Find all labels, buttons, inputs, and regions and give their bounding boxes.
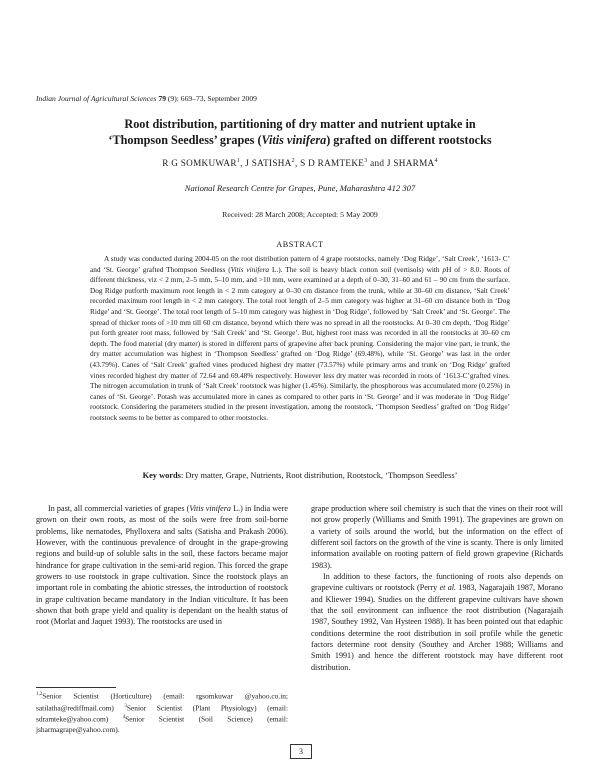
affiliation: National Research Centre for Grapes, Pune, Maharashtra 412 307 [184,183,416,193]
journal-citation [36,94,257,103]
title-species: Vitis vinifera [261,133,327,147]
author-2: J SATISHA [245,158,292,169]
author-1-mark: 1 [236,158,241,164]
author-footnote [36,690,288,735]
author-joiner: and [370,158,385,169]
footnote-text-3: Senior Scientist (Plant Physiology) (email: sdramteke@yahoo.com) [36,703,288,724]
footnote-mark-4: 4 [122,715,126,721]
abstract-heading: ABSTRACT [276,240,324,249]
author-3: S D RAMTEKE [300,158,365,169]
intro-p1-species: Vitis vinifera [189,504,231,513]
body-column-left [36,503,288,628]
footnote-mark-3: 3 [124,703,127,709]
footnote-mark-1-2: 1,2 [36,692,43,697]
abstract-species: Vitis vinifera [230,264,270,274]
intro-p2-part-b: 1983, Nagarajaih 1987, Morano and Kliewer 1994). Studies on the different grapevine cultivars have shown that the soil environment can influence the root distribution (Nagarajaih 1987, Southey 1992, Van Hysteen 1988). It has been pointed out that edaphic conditions determine the root distribution in soil profile while the genetic factors determine root density (Southey and Archer 1988; Williams and Smith 1991) and hence the different rootstock may have different root distribution. [311,583,563,672]
intro-p2-etal: et al. [439,583,457,593]
keywords-label: Key words [142,471,181,480]
intro-paragraph-continued: grape production where soil chemistry is such that the vines on their root will not grow properly (Williams and Smith 1991). The grapevines are grown on a variety of soils around the world, but the information on the effect of different soil factors on the growth of the vine is scanty. There is only limited information available on rooting pattern of field grown grapevine (Richards 1983). [311,504,563,570]
abstract-body [90,254,510,424]
author-list: R G SOMKUWAR$^1$, J SATISHA$^2$, S D RAMTEKE$^3$ and J SHARMA$^4$ [162,158,438,169]
title-line-1: Root distribution, partitioning of dry matter and nutrient uptake in [124,117,476,131]
journal-issue-pages: (9): 669–73, September 2009 [167,94,257,103]
paper-title [50,116,550,148]
footnote-divider [36,687,116,688]
author-2-mark: 2 [291,158,295,164]
page-number: 3 [290,744,312,759]
journal-volume: 79 [158,94,166,103]
title-line-2-suffix: ) grafted on different rootstocks [326,133,492,147]
author-4-mark: 4 [434,158,438,164]
footnote-text-1: Senior Scientist (Horticulture) (email: rgsomkuwar @yahoo.co.in; satilatha@rediffmail.com) [36,691,288,713]
intro-paragraph-2 [311,571,563,673]
intro-paragraph-1 [36,503,288,628]
abstract-ph: p [442,264,447,274]
author-1: R G SOMKUWAR [162,158,237,169]
keywords-text: : Dry matter, Grape, Nutrients, Root distribution, Rootstock, ‘Thompson Seedless’ [180,471,458,480]
intro-p1-part-a: In past, all commercial varieties of grapes ( [48,504,190,513]
received-accepted-dates: Received: 28 March 2008; Accepted: 5 May 2009 [222,210,378,219]
footnote-text-4: Senior Scientist (Soil Science) (email: jsharmagrape@yahoo.com). [36,714,289,735]
intro-p1-part-b: L.) in India were grown on their own roots, as most of the soils were free from soil-borne problems, like nematodes, Phylloxera and salts (Satisha and Prakash 2006). However, with the continuous prevalence of drought in the grape-growing regions and build-up of soluble salts in the soil, these factors became major hindrance for grape cultivation in the semi-arid region. This forced the grape growers to use rootstock in grape cultivation. Since the rootstock plays an important role in combating the abiotic stresses, the introduction of rootstock in grape cultivation became mandatory in the Indian viticulture. It has been shown that both grape yield and quality is dependant on the health status of root (Morlat and Jaquet 1993). The rootstocks are used in [36,504,289,627]
abstract-part-1: A study was conducted during 2004-05 on the root distribution pattern of 4 grape rootstocks, namely ‘Dog Ridge’, ‘Salt Creek’, ‘1613- C’ and ‘St. George’ grafted Thompson Seedless ( [90,254,510,274]
author-3-mark: 3 [364,158,368,164]
abstract-part-2: L.). The soil is heavy black cotton soil (vertisols) with [269,264,443,274]
abstract-part-3: H of > 8.0. Roots of different thickness, viz < 2 mm, 2–5 mm, 5–10 mm, and >10 mm, were examined at a depth of 0–30, 31–60 and 61 – 90 cm from the surface. Dog Ridge putforth maximum root length in < 2 mm category at 0–30 cm distance from the trunk, while at 30–60 cm distance, ‘Salt Creek’ recorded maximum root length in < 2 mm category. The total root length of 2–5 mm category was higher at 31–60 cm distance both in ‘Dog Ridge’ and ‘St. George’. The total root length of 5–10 mm category was highest in ‘Dog Ridge’, followed by ‘Salt Creek’ and ‘St. George’. The spread of thicker roots of >10 mm till 60 cm distance, beyond which there was no spread in all the rootstocks. At 0–30 cm depth, ‘Dog Ridge’ put forth greater root mass, followed by ‘Salt Creek’ and ‘St. George’. But, highest root mass was recorded in all the rootstocks at 30–60 cm depth. The food material (dry matter) is stored in different parts of grapevine after back pruning. Considering the major vine part, ie trunk, the dry matter accumulation was highest in ‘Thompson Seedless’ grafted on ‘Dog Ridge’ (69.48%), while ‘St. George’ was last in the order (43.79%). Canes of ‘Salt Creek’ grafted vines produced highest dry matter (73.57%) while primary arms and trunk on ‘Dog Ridge’ grafted vines recorded highest dry matter of 72.64 and 69.48% respectively. However less dry matter was recorded in roots of ‘1613-C’grafted vines. The nitrogen accumulation in trunk of ‘Salt Creek’ rootstock was higher (1.45%). Similarly, the phosphorous was accumulated more (0.25%) in canes of ‘St. George’. Potash was accumulated more in canes as compared to other parts in ‘St. George’ and it was moderate in ‘Dog Ridge’ rootstock. Considering the parameters studied in the present investigation, among the rootstock, ‘Thompson Seedless’ grafted on ‘Dog Ridge’ rootstock seems to be better as compared to other rootstocks. [90,264,511,422]
journal-name: Indian Journal of Agricultural Sciences [36,94,157,103]
keywords [50,471,550,480]
title-line-2-prefix: ‘Thompson Seedless’ grapes ( [108,133,262,147]
intro-p2-part-a: In addition to these factors, the functioning of roots also depends on grapevine cultivars or rootstock (Perry [311,572,563,593]
author-4: J SHARMA [386,158,435,169]
body-column-right [311,503,563,673]
